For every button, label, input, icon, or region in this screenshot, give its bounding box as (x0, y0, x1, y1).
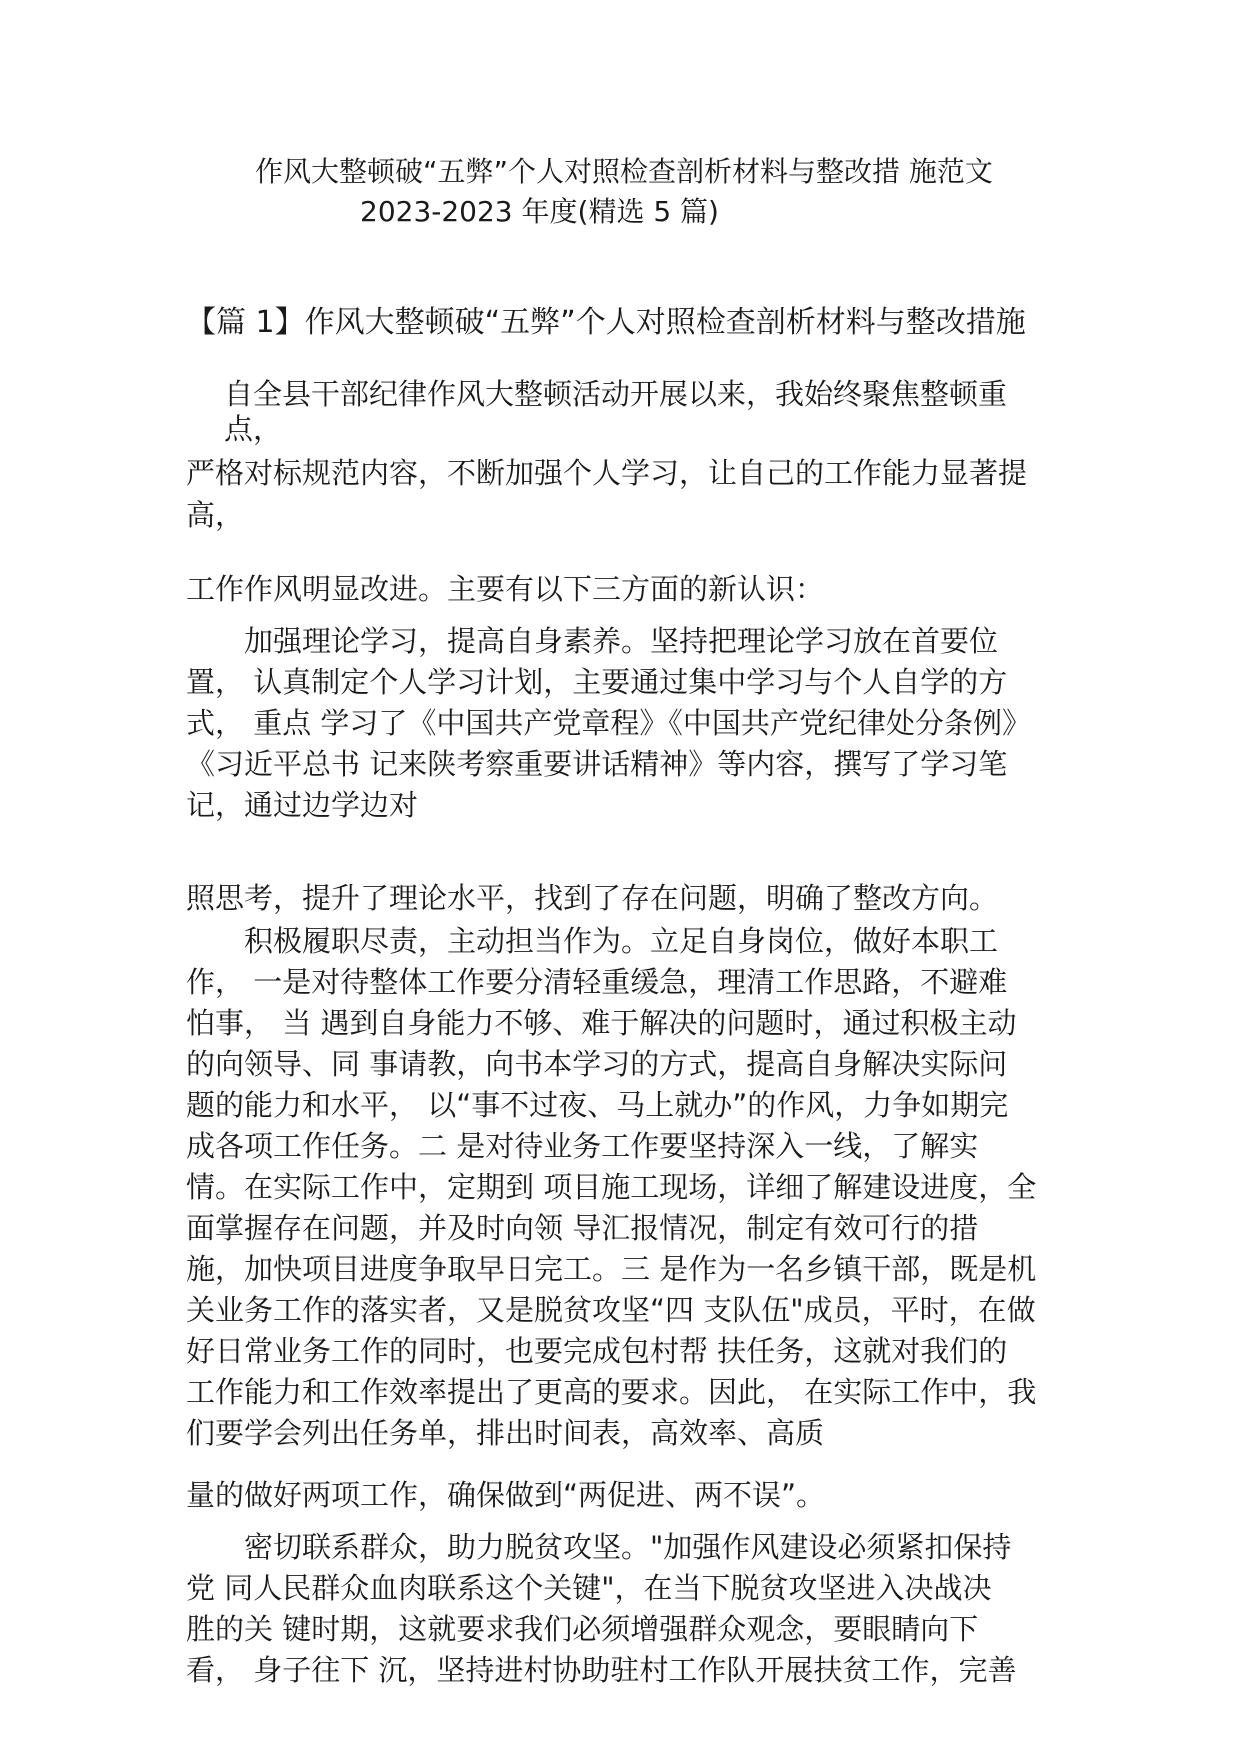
paragraph-line: 好日常业务工作的同时，也要完成包村帮 扶任务，这就对我们的 (186, 1334, 1008, 1368)
paragraph-line: 怕事， 当 遇到自身能力不够、难于解决的问题时，通过积极主动 (186, 1006, 1017, 1040)
paragraph-line: 自全县干部纪律作风大整顿活动开展以来，我始终聚焦整顿重 (224, 377, 1008, 411)
paragraph-6 (186, 921, 1066, 1454)
paragraph-line: 施，加快项目进度争取早日完工。三 是作为一名乡镇干部，既是机 (186, 1252, 1037, 1286)
paragraph-line: 关业务工作的落实者，又是脱贫攻坚“四 支队伍"成员，平时，在做 (186, 1293, 1036, 1327)
paragraph-8 (186, 1527, 1066, 1691)
paragraph-line: 量的做好两项工作，确保做到“两促进、两不误”。 (186, 1478, 826, 1512)
paragraph-line: 面掌握存在问题，并及时向领 导汇报情况，制定有效可行的措 (186, 1211, 979, 1245)
paragraph-line: 密切联系群众，助力脱贫攻坚。"加强作风建设必须紧扣保持 (244, 1530, 1012, 1564)
paragraph-5 (186, 877, 1066, 919)
paragraph-line: 看， 身子往下 沉，坚持进村协助驻村工作队开展扶贫工作，完善 (186, 1653, 1017, 1687)
paragraph-line: 情。在实际工作中，定期到 项目施工现场，详细了解建设进度，全 (186, 1170, 1037, 1204)
paragraph-line: 加强理论学习，提高自身素养。坚持把理论学习放在首要位 (244, 624, 999, 658)
paragraph-line: 点， (224, 412, 283, 446)
paragraph-line: 的向领导、同 事请教，向书本学习的方式，提高自身解决实际问 (186, 1047, 1008, 1081)
section-heading: 【篇 1】作风大整顿破“五弊”个人对照检查剖析材料与整改措施 (186, 305, 1026, 340)
paragraph-line: 高， (186, 498, 245, 532)
paragraph-line: 严格对标规范内容，不断加强个人学习，让自己的工作能力显著提 (186, 456, 1028, 490)
paragraph-line: 题的能力和水平， 以“事不过夜、马上就办”的作风，力争如期完 (186, 1088, 1009, 1122)
paragraph-3 (186, 568, 1066, 610)
paragraph-4 (186, 621, 1066, 826)
paragraph-line: 工作能力和工作效率提出了更高的要求。因此， 在实际工作中，我 (186, 1375, 1037, 1409)
paragraph-line: 置， 认真制定个人学习计划，主要通过集中学习与个人自学的方 (186, 665, 1008, 699)
paragraph-line: 积极履职尽责，主动担当作为。立足自身岗位，做好本职工 (244, 924, 999, 958)
paragraph-line: 党 同人民群众血肉联系这个关键"，在当下脱贫攻坚进入决战决 (186, 1571, 992, 1605)
paragraph-line: 式， 重点 学习了《中国共产党章程》《中国共产党纪律处分条例》 (186, 706, 1031, 740)
paragraph-line: 成各项工作任务。二 是对待业务工作要坚持深入一线，了解实 (186, 1129, 979, 1163)
document-title-line2: 2023-2023 年度(精选 5 篇) (360, 195, 719, 228)
paragraph-line: 们要学会列出任务单，排出时间表，高效率、高质 (186, 1416, 825, 1450)
paragraph-line: 记，通过边学边对 (186, 788, 419, 822)
paragraph-line: 照思考，提升了理论水平，找到了存在问题，明确了整改方向。 (186, 881, 999, 915)
paragraph-2 (186, 452, 1066, 536)
paragraph-line: 作， 一是对待整体工作要分清轻重缓急，理清工作思路，不避难 (186, 965, 1008, 999)
document-title-line1: 作风大整顿破“五弊”个人对照检查剖析材料与整改措 施范文 (255, 155, 993, 188)
paragraph-7 (186, 1474, 1066, 1516)
paragraph-line: 《习近平总书 记来陕考察重要讲话精神》等内容，撰写了学习笔 (186, 747, 1008, 781)
paragraph-line: 工作作风明显改进。主要有以下三方面的新认识： (186, 572, 825, 606)
paragraph-line: 胜的关 键时期，这就要求我们必须增强群众观念，要眼睛向下 (186, 1612, 979, 1646)
paragraph-1 (224, 376, 1104, 446)
